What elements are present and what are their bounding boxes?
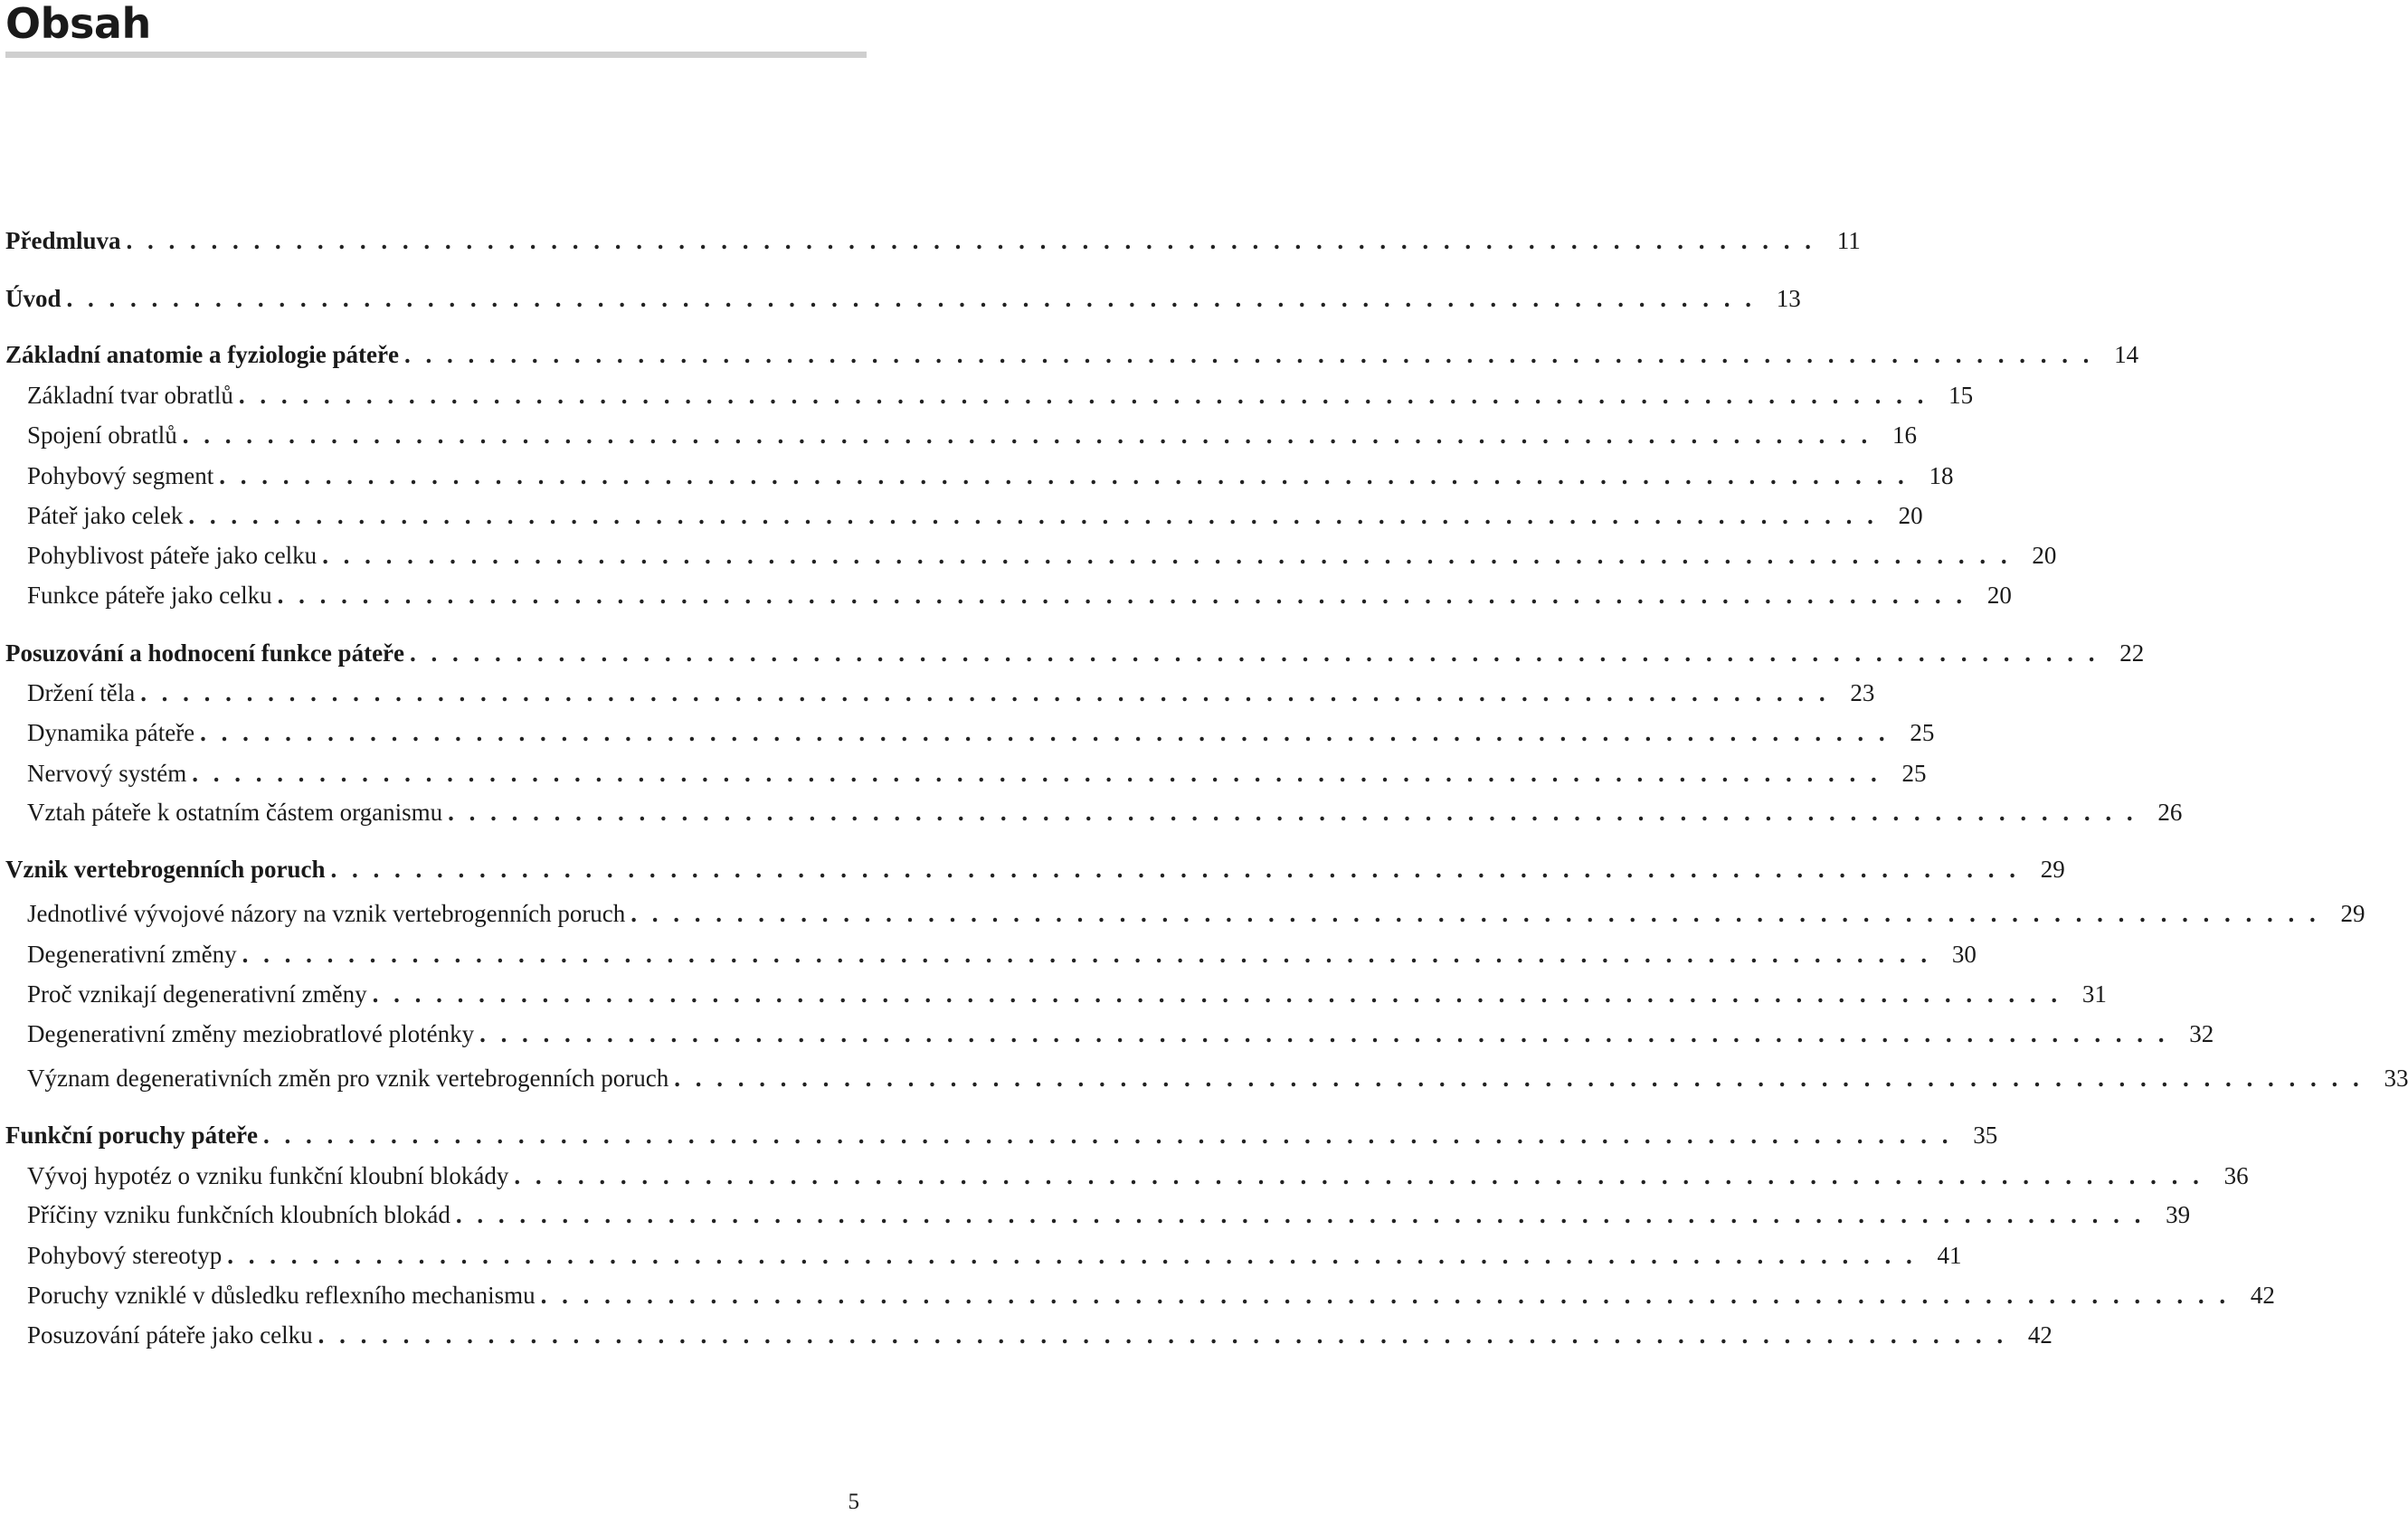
toc-entry-title: Pohyblivost páteře jako celku: [27, 541, 318, 569]
page-number: 5: [848, 1490, 859, 1514]
toc-entry-title: Základní anatomie a fyziologie páteře: [5, 340, 399, 368]
dot-leader: ................................................................................: [126, 227, 1826, 254]
dot-leader: ................................................................................: [188, 502, 1889, 529]
toc-section[interactable]: [5, 1317, 2052, 1353]
toc-entry-title: Jednotlivé vývojové názory na vznik vertebrogenních poruch: [27, 899, 626, 927]
toc-chapter[interactable]: [5, 635, 2145, 671]
toc-entry-page-number: 31: [2081, 980, 2107, 1008]
toc-entry-title: Vztah páteře k ostatním částem organismu: [27, 798, 443, 826]
toc-entry-page-number: 20: [1986, 581, 2012, 609]
toc-section[interactable]: [5, 497, 1923, 534]
dot-leader: ................................................................................: [227, 1242, 1928, 1269]
dot-leader: ................................................................................: [410, 639, 2110, 667]
toc-entry-page-number: 42: [2250, 1281, 2275, 1309]
toc-section[interactable]: [5, 715, 1935, 751]
toc-entry-page-number: 41: [1937, 1241, 1962, 1269]
toc-entry-title: Pohybový segment: [27, 461, 214, 489]
toc-section[interactable]: [5, 537, 2057, 573]
dot-leader: ................................................................................: [479, 1020, 2180, 1047]
dot-leader: ................................................................................: [540, 1282, 2241, 1309]
toc-section[interactable]: [5, 794, 2183, 830]
toc-section[interactable]: [5, 675, 1875, 711]
toc-chapter[interactable]: [5, 280, 1801, 317]
toc-entry-page-number: 29: [2340, 899, 2365, 927]
toc-entry-page-number: 25: [1901, 759, 1927, 787]
dot-leader: ................................................................................: [372, 980, 2072, 1008]
dot-leader: ................................................................................: [322, 542, 2023, 569]
page-title: Obsah: [5, 0, 151, 48]
toc-chapter[interactable]: [5, 1117, 1998, 1153]
dot-leader: ................................................................................: [263, 1122, 1964, 1149]
toc-section[interactable]: [5, 458, 1954, 494]
toc-entry-title: Vznik vertebrogenních poruch: [5, 855, 326, 883]
dot-leader: ................................................................................: [238, 382, 1939, 409]
toc-entry-page-number: 42: [2027, 1320, 2052, 1349]
toc-chapter[interactable]: [5, 222, 1861, 259]
dot-leader: ................................................................................: [403, 341, 2105, 368]
toc-entry-title: Páteř jako celek: [27, 501, 184, 529]
toc-entry-page-number: 20: [2032, 541, 2057, 569]
toc-entry-page-number: 32: [2189, 1019, 2214, 1047]
toc-entry-title: Proč vznikají degenerativní změny: [27, 980, 367, 1008]
toc-entry-page-number: 35: [1973, 1121, 1998, 1149]
toc-section[interactable]: [5, 577, 2012, 613]
toc-entry-page-number: 33: [2384, 1064, 2408, 1092]
dot-leader: ................................................................................: [330, 856, 2031, 883]
toc-entry-title: Spojení obratlů: [27, 421, 177, 449]
toc-entry-title: Pohybový stereotyp: [27, 1241, 223, 1269]
toc-entry-title: Posuzování páteře jako celku: [27, 1320, 313, 1349]
toc-entry-title: Poruchy vzniklé v důsledku reflexního mechanismu: [27, 1281, 536, 1309]
toc-entry-title: Držení těla: [27, 678, 136, 706]
toc-entry-page-number: 11: [1836, 226, 1861, 254]
toc-section[interactable]: [5, 1237, 1962, 1273]
toc-section[interactable]: [5, 377, 1974, 413]
toc-entry-title: Nervový systém: [27, 759, 187, 787]
toc-chapter[interactable]: [5, 336, 2139, 373]
toc-entry-title: Degenerativní změny meziobratlové ploténky: [27, 1019, 475, 1047]
toc-section[interactable]: [5, 1277, 2275, 1313]
dot-leader: ................................................................................: [630, 900, 2331, 927]
toc-entry-title: Dynamika páteře: [27, 718, 195, 746]
toc-entry-title: Vývoj hypotéz o vzniku funkční kloubní blokády: [27, 1161, 509, 1189]
toc-section[interactable]: [5, 1158, 2249, 1194]
toc-chapter[interactable]: [5, 851, 2065, 887]
dot-leader: ................................................................................: [514, 1162, 2214, 1189]
toc-entry-title: Význam degenerativních změn pro vznik vertebrogenních poruch: [27, 1064, 669, 1092]
dot-leader: ................................................................................: [200, 719, 1901, 746]
toc-entry-page-number: 36: [2223, 1161, 2249, 1189]
toc-section[interactable]: [5, 1060, 2408, 1096]
toc-entry-title: Úvod: [5, 284, 62, 312]
toc-entry-page-number: 15: [1948, 381, 1974, 409]
toc-entry-page-number: 14: [2114, 340, 2139, 368]
toc-entry-title: Základní tvar obratlů: [27, 381, 233, 409]
toc-entry-page-number: 30: [1951, 940, 1977, 968]
dot-leader: ................................................................................: [242, 941, 1942, 968]
toc-entry-page-number: 20: [1898, 501, 1923, 529]
toc-entry-page-number: 26: [2157, 798, 2183, 826]
toc-entry-title: Příčiny vzniku funkčních kloubních blokád: [27, 1200, 450, 1228]
toc-entry-page-number: 22: [2119, 639, 2145, 667]
toc-entry-title: Posuzování a hodnocení funkce páteře: [5, 639, 405, 667]
toc-section[interactable]: [5, 976, 2107, 1012]
dot-leader: ................................................................................: [182, 421, 1882, 449]
toc-section[interactable]: [5, 895, 2365, 932]
toc-entry-title: Degenerativní změny: [27, 940, 237, 968]
toc-section[interactable]: [5, 936, 1977, 972]
toc-entry-page-number: 25: [1910, 718, 1935, 746]
toc-section[interactable]: [5, 1016, 2214, 1052]
toc-entry-page-number: 13: [1776, 284, 1801, 312]
dot-leader: ................................................................................: [66, 285, 1767, 312]
toc-entry-title: Předmluva: [5, 226, 121, 254]
dot-leader: ................................................................................: [455, 1201, 2157, 1228]
toc-section[interactable]: [5, 755, 1927, 791]
dot-leader: ................................................................................: [277, 582, 1977, 609]
toc-entry-page-number: 18: [1929, 461, 1954, 489]
toc-entry-page-number: 29: [2040, 855, 2065, 883]
toc-entry-title: Funkční poruchy páteře: [5, 1121, 259, 1149]
toc-section[interactable]: [5, 1197, 2191, 1233]
toc-entry-page-number: 16: [1891, 421, 1917, 449]
dot-leader: ................................................................................: [448, 799, 2148, 826]
dot-leader: ................................................................................: [192, 760, 1892, 787]
toc-entry-page-number: 23: [1850, 678, 1875, 706]
toc-section[interactable]: [5, 417, 1917, 453]
dot-leader: ................................................................................: [140, 679, 1841, 706]
toc-entry-page-number: 39: [2166, 1200, 2191, 1228]
toc-entry-title: Funkce páteře jako celku: [27, 581, 272, 609]
dot-leader: ................................................................................: [219, 462, 1920, 489]
dot-leader: ................................................................................: [674, 1065, 2375, 1092]
dot-leader: ................................................................................: [318, 1321, 2018, 1349]
